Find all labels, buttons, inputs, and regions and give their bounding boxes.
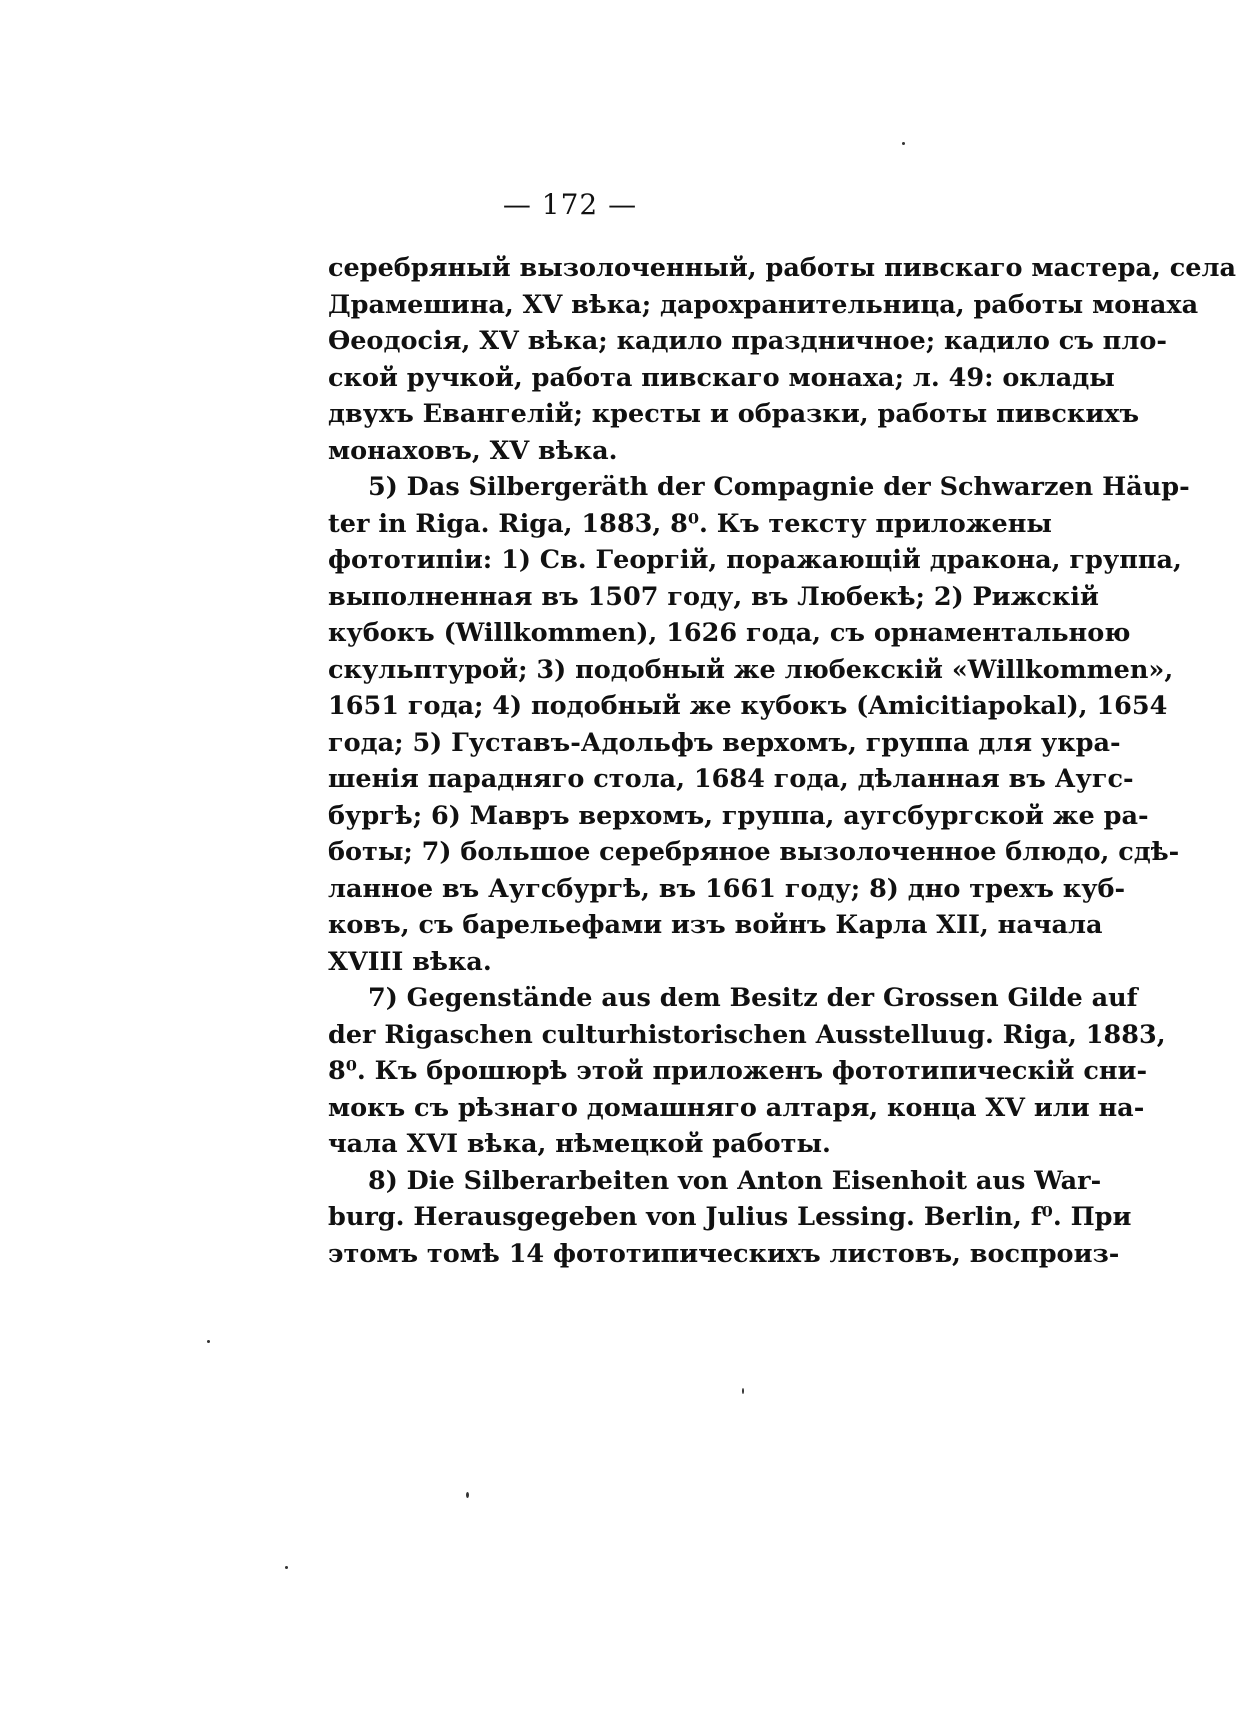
text-line: бургѣ; 6) Мавръ верхомъ, группа, аугсбургской же ра- — [328, 800, 1149, 831]
text-line: XVIII вѣка. — [328, 946, 492, 977]
text-line: 8) Die Silberarbeiten von Anton Eisenhoit aus War- — [368, 1165, 1102, 1196]
scan-speck — [285, 1566, 288, 1569]
scan-speck — [902, 142, 905, 145]
scan-speck — [207, 1340, 210, 1343]
text-line: шенія парадняго стола, 1684 года, дѣланная въ Аугс- — [328, 764, 1134, 794]
text-line: мокъ съ рѣзнаго домашняго алтаря, конца XV или на- — [328, 1092, 1145, 1123]
text-line: скульптурой; 3) подобный же любекскій «Willkommen», — [328, 654, 1174, 685]
text-line: 1651 года; 4) подобный же кубокъ (Amicitiapokal), 1654 — [328, 691, 1168, 721]
text-line: года; 5) Густавъ-Адольфъ верхомъ, группа для укра- — [328, 727, 1121, 758]
text-line: монаховъ, XV вѣка. — [328, 435, 618, 466]
text-line: выполненная въ 1507 году, въ Любекѣ; 2) Рижскій — [328, 581, 1099, 612]
paragraph-4 — [328, 1163, 1132, 1273]
text-line: ковъ, съ барельефами изъ войнъ Карла XII, начала — [328, 910, 1103, 940]
text-line: ланное въ Аугсбургѣ, въ 1661 году; 8) дно трехъ куб- — [328, 873, 1126, 904]
text-line: ской ручкой, работа пивскаго монаха; л. 49: оклады — [328, 362, 1115, 393]
text-line: боты; 7) большое серебряное вызолоченное блюдо, сдѣ- — [328, 837, 1180, 867]
text-line: 5) Das Silbergeräth der Compagnie der Schwarzen Häup- — [368, 472, 1190, 502]
page-number: — 172 — — [502, 188, 638, 221]
scan-speck — [466, 1492, 469, 1498]
text-line: Өеодосія, XV вѣка; кадило праздничное; кадило съ пло- — [328, 326, 1167, 356]
paragraph-2 — [328, 469, 1190, 980]
text-line: этомъ томѣ 14 фототипическихъ листовъ, воспроиз- — [328, 1238, 1120, 1269]
paragraph-1 — [328, 250, 1236, 469]
text-line: ter in Riga. Riga, 1883, 8⁰. Къ тексту приложены — [328, 508, 1052, 539]
text-line: фототипіи: 1) Св. Георгій, поражающій дракона, группа, — [328, 545, 1182, 575]
text-line: чала XVI вѣка, нѣмецкой работы. — [328, 1129, 831, 1159]
text-line: burg. Herausgegeben von Julius Lessing. Berlin, f⁰. При — [328, 1202, 1132, 1232]
text-line: Драмешина, XV вѣка; дарохранительница, работы монаха — [328, 289, 1199, 320]
body-text — [328, 250, 1236, 1272]
text-line: 7) Gegenstände aus dem Besitz der Grossen Gilde auf — [368, 983, 1138, 1013]
text-line: двухъ Евангелій; кресты и образки, работы пивскихъ — [328, 399, 1140, 429]
text-line: серебряный вызолоченный, работы пивскаго мастера, села — [328, 253, 1236, 283]
scan-speck — [742, 1388, 744, 1394]
text-line: der Rigaschen culturhistorischen Ausstelluug. Riga, 1883, — [328, 1019, 1166, 1050]
paragraph-3 — [328, 980, 1166, 1163]
text-line: 8⁰. Къ брошюрѣ этой приложенъ фототипическій сни- — [328, 1056, 1148, 1086]
text-line: кубокъ (Willkommen), 1626 года, съ орнаментальною — [328, 618, 1131, 648]
